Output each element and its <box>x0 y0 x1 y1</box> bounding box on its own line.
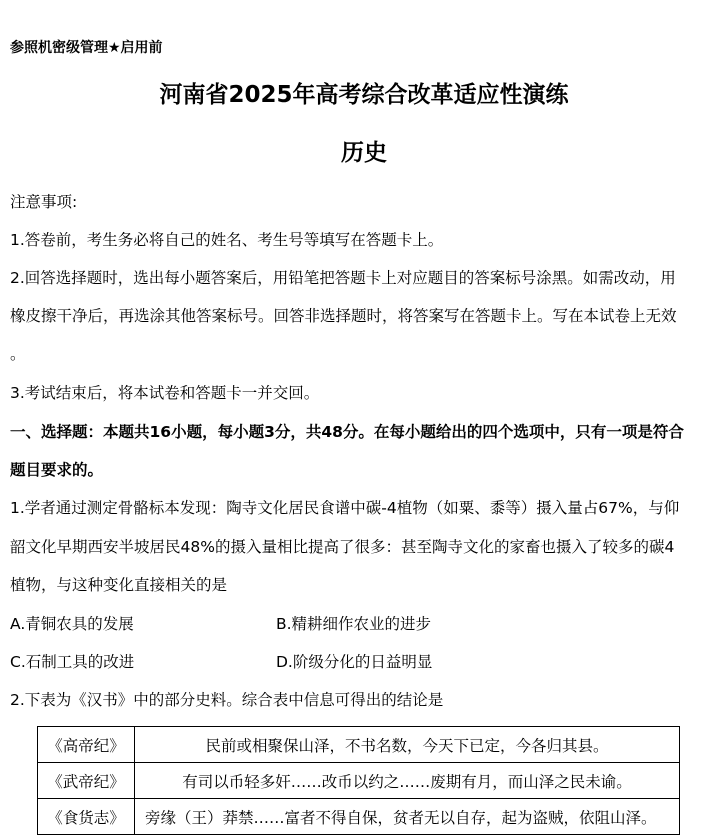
table-row <box>38 763 680 799</box>
table-row <box>38 727 680 763</box>
question-1-option-d: D.阶级分化的日益明显 <box>276 653 433 671</box>
question-2-stem: 2.下表为《汉书》中的部分史料。综合表中信息可得出的结论是 <box>10 691 444 709</box>
question-1-line-3: 植物，与这种变化直接相关的是 <box>10 576 228 594</box>
source-table <box>37 726 680 835</box>
notice-item-3: 3.考试结束后，将本试卷和答题卡一并交回。 <box>10 384 320 402</box>
question-1-line-2: 韶文化早期西安半坡居民48%的摄入量相比提高了很多：甚至陶寺文化的家畜也摄入了较多的碳4 <box>10 538 675 556</box>
notice-item-1: 1.答卷前，考生务必将自己的姓名、考生号等填写在答题卡上。 <box>10 231 444 249</box>
table-row <box>38 799 680 835</box>
section-heading-line-2: 题目要求的。 <box>10 461 104 479</box>
question-1-option-a: A.青铜农具的发展 <box>10 615 134 633</box>
table-cell-source: 《高帝纪》 <box>38 727 135 763</box>
notice-item-2-line-1: 2.回答选择题时，选出每小题答案后，用铅笔把答题卡上对应题目的答案标号涂黑。如需改动，用 <box>10 269 676 287</box>
table-cell-text: 旁缘（王）莽禁……富者不得自保，贫者无以自存，起为盗贼，依阻山泽。 <box>135 799 680 835</box>
question-1-line-1: 1.学者通过测定骨骼标本发现：陶寺文化居民食谱中碳-4植物（如粟、黍等）摄入量占67%，与仰 <box>10 499 680 517</box>
section-heading-line-1: 一、选择题：本题共16小题，每小题3分，共48分。在每小题给出的四个选项中，只有一项是符合 <box>10 423 684 441</box>
table-cell-source: 《食货志》 <box>38 799 135 835</box>
table-cell-text: 民前或相聚保山泽，不书名数，今天下已定，今各归其县。 <box>135 727 680 763</box>
table-cell-source: 《武帝纪》 <box>38 763 135 799</box>
notice-heading: 注意事项: <box>10 193 78 211</box>
table-cell-text: 有司以币轻多奸……改币以约之……废期有月，而山泽之民未谕。 <box>135 763 680 799</box>
exam-title: 河南省2025年高考综合改革适应性演练 <box>159 82 569 108</box>
question-1-option-c: C.石制工具的改进 <box>10 653 135 671</box>
subject-title: 历史 <box>341 140 387 166</box>
notice-item-2-line-3: 。 <box>10 345 26 363</box>
notice-item-2-line-2: 橡皮擦干净后，再选涂其他答案标号。回答非选择题时，将答案写在答题卡上。写在本试卷上无效 <box>10 307 677 325</box>
confidentiality-label: 参照机密级管理★启用前 <box>10 40 163 56</box>
question-1-option-b: B.精耕细作农业的进步 <box>276 615 432 633</box>
